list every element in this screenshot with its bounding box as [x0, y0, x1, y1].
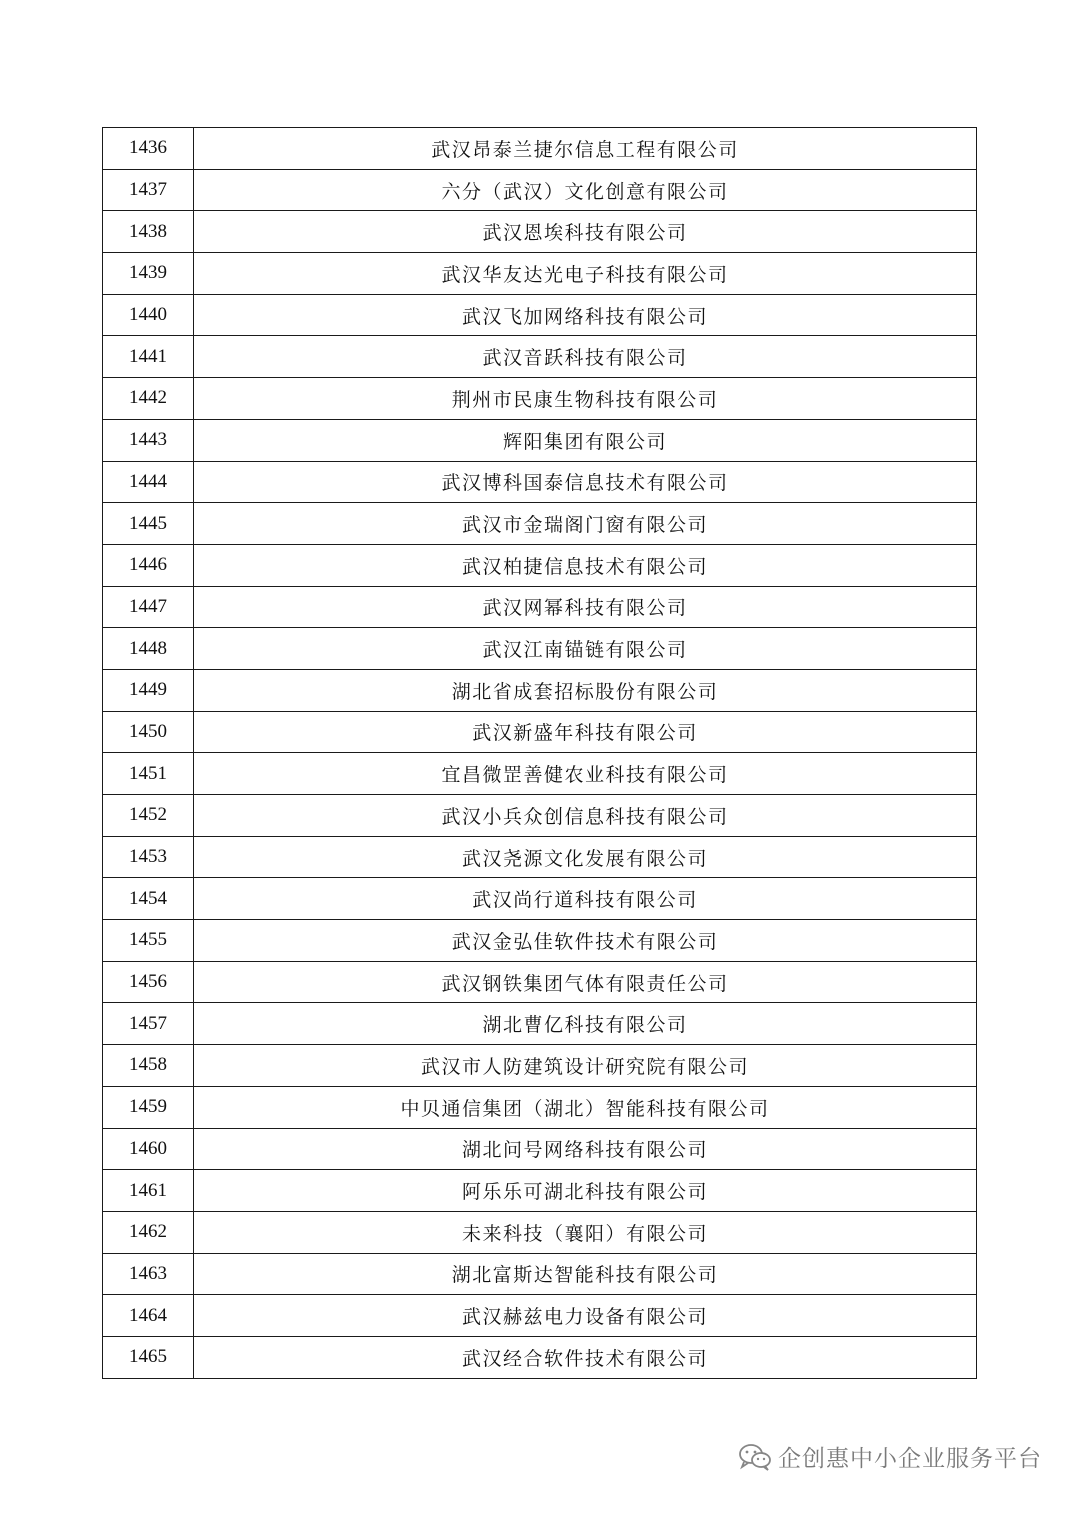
- table-row: [103, 1295, 977, 1337]
- table-row: [103, 336, 977, 378]
- table-row: [103, 878, 977, 920]
- row-number: 1442: [103, 378, 194, 420]
- company-name: 武汉市金瑞阁门窗有限公司: [194, 503, 977, 545]
- table-row: [103, 1045, 977, 1087]
- company-name: 武汉小兵众创信息科技有限公司: [194, 795, 977, 837]
- row-number: 1443: [103, 419, 194, 461]
- company-name: 武汉赫兹电力设备有限公司: [194, 1295, 977, 1337]
- row-number: 1447: [103, 586, 194, 628]
- table-row: [103, 795, 977, 837]
- row-number: 1446: [103, 544, 194, 586]
- table-row: [103, 1253, 977, 1295]
- company-name: 武汉金弘佳软件技术有限公司: [194, 920, 977, 962]
- company-name: 武汉华友达光电子科技有限公司: [194, 253, 977, 295]
- company-name: 中贝通信集团（湖北）智能科技有限公司: [194, 1086, 977, 1128]
- table-row: [103, 669, 977, 711]
- company-name: 武汉尚行道科技有限公司: [194, 878, 977, 920]
- table-row: [103, 1336, 977, 1378]
- row-number: 1454: [103, 878, 194, 920]
- table-row: [103, 1128, 977, 1170]
- row-number: 1463: [103, 1253, 194, 1295]
- company-name: 武汉音跃科技有限公司: [194, 336, 977, 378]
- company-list-table: [102, 127, 977, 1379]
- row-number: 1441: [103, 336, 194, 378]
- table-row: [103, 294, 977, 336]
- table-row: [103, 1170, 977, 1212]
- company-name: 六分（武汉）文化创意有限公司: [194, 169, 977, 211]
- row-number: 1448: [103, 628, 194, 670]
- row-number: 1437: [103, 169, 194, 211]
- row-number: 1458: [103, 1045, 194, 1087]
- table-row: [103, 961, 977, 1003]
- table-row: [103, 1086, 977, 1128]
- table-row: [103, 544, 977, 586]
- row-number: 1445: [103, 503, 194, 545]
- watermark-text: 企创惠中小企业服务平台: [778, 1446, 1042, 1472]
- row-number: 1456: [103, 961, 194, 1003]
- company-name: 辉阳集团有限公司: [194, 419, 977, 461]
- company-name: 武汉博科国泰信息技术有限公司: [194, 461, 977, 503]
- table-row: [103, 836, 977, 878]
- row-number: 1460: [103, 1128, 194, 1170]
- company-name: 武汉飞加网络科技有限公司: [194, 294, 977, 336]
- row-number: 1455: [103, 920, 194, 962]
- table-row: [103, 586, 977, 628]
- row-number: 1449: [103, 669, 194, 711]
- company-name: 武汉江南锚链有限公司: [194, 628, 977, 670]
- row-number: 1457: [103, 1003, 194, 1045]
- company-name: 武汉钢铁集团气体有限责任公司: [194, 961, 977, 1003]
- table-row: [103, 419, 977, 461]
- company-name: 武汉尧源文化发展有限公司: [194, 836, 977, 878]
- company-name: 武汉经合软件技术有限公司: [194, 1336, 977, 1378]
- company-name: 宜昌微罡善健农业科技有限公司: [194, 753, 977, 795]
- row-number: 1452: [103, 795, 194, 837]
- table-row: [103, 628, 977, 670]
- table-row: [103, 253, 977, 295]
- company-name: 武汉新盛年科技有限公司: [194, 711, 977, 753]
- table-row: [103, 128, 977, 170]
- company-name: 荆州市民康生物科技有限公司: [194, 378, 977, 420]
- table-row: [103, 753, 977, 795]
- table-row: [103, 1211, 977, 1253]
- table-row: [103, 461, 977, 503]
- wechat-icon: [738, 1443, 772, 1471]
- row-number: 1461: [103, 1170, 194, 1212]
- company-name: 未来科技（襄阳）有限公司: [194, 1211, 977, 1253]
- table-row: [103, 711, 977, 753]
- row-number: 1436: [103, 128, 194, 170]
- row-number: 1450: [103, 711, 194, 753]
- row-number: 1444: [103, 461, 194, 503]
- row-number: 1464: [103, 1295, 194, 1337]
- table-row: [103, 211, 977, 253]
- company-name: 湖北省成套招标股份有限公司: [194, 669, 977, 711]
- company-name: 武汉市人防建筑设计研究院有限公司: [194, 1045, 977, 1087]
- row-number: 1465: [103, 1336, 194, 1378]
- table-body: [103, 128, 977, 1379]
- company-name: 武汉恩埃科技有限公司: [194, 211, 977, 253]
- company-name: 武汉柏捷信息技术有限公司: [194, 544, 977, 586]
- watermark: [738, 1440, 1042, 1473]
- table-row: [103, 378, 977, 420]
- company-name: 武汉昂泰兰捷尔信息工程有限公司: [194, 128, 977, 170]
- row-number: 1439: [103, 253, 194, 295]
- table-row: [103, 1003, 977, 1045]
- company-name: 湖北问号网络科技有限公司: [194, 1128, 977, 1170]
- company-name: 湖北富斯达智能科技有限公司: [194, 1253, 977, 1295]
- row-number: 1462: [103, 1211, 194, 1253]
- table-row: [103, 169, 977, 211]
- table-row: [103, 920, 977, 962]
- row-number: 1438: [103, 211, 194, 253]
- row-number: 1451: [103, 753, 194, 795]
- company-name: 阿乐乐可湖北科技有限公司: [194, 1170, 977, 1212]
- table-row: [103, 503, 977, 545]
- row-number: 1453: [103, 836, 194, 878]
- company-name: 武汉网幂科技有限公司: [194, 586, 977, 628]
- row-number: 1440: [103, 294, 194, 336]
- row-number: 1459: [103, 1086, 194, 1128]
- company-name: 湖北曹亿科技有限公司: [194, 1003, 977, 1045]
